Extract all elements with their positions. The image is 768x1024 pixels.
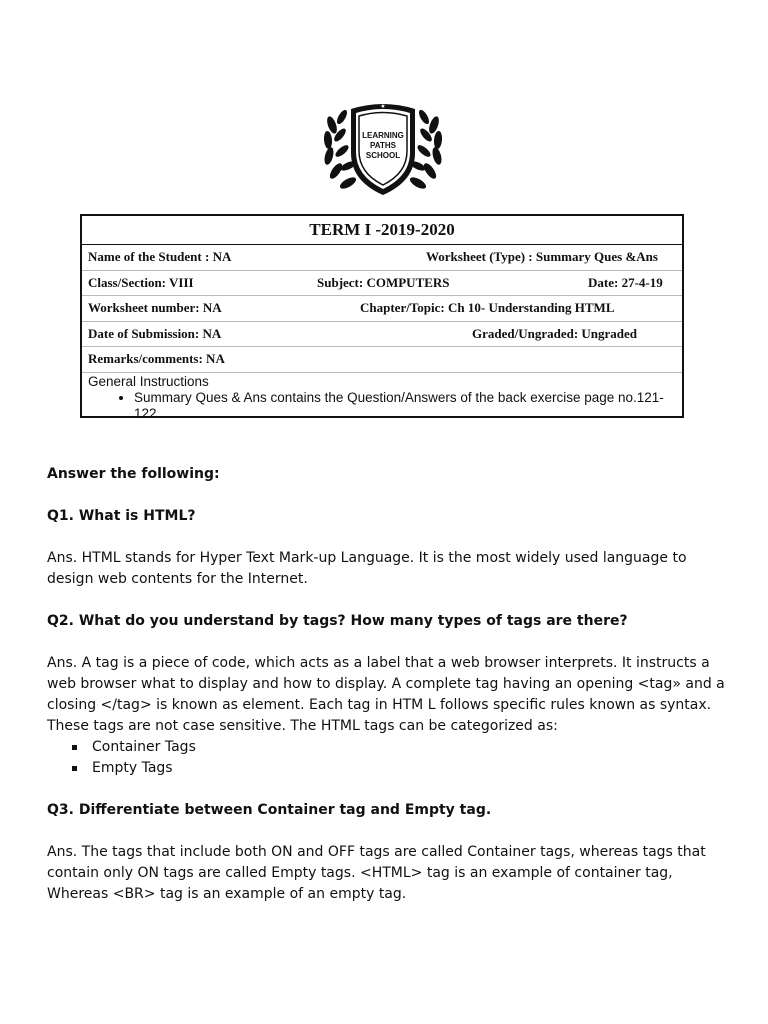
info-row-1 <box>82 245 682 271</box>
logo-text-line3: SCHOOL <box>365 151 401 160</box>
date-of-submission: Date of Submission: NA <box>88 325 222 341</box>
info-row-4 <box>82 322 682 348</box>
worksheet-number: Worksheet number: NA <box>88 300 222 315</box>
answer-2: Ans. A tag is a piece of code, which acts as a label that a web browser interprets. It instructs a web browser what to display and how to display. A complete tag having an opening <tag» and a closing </tag> is known as element. Each tag in HTM L follows specific rules known as syntax. <box>47 655 725 713</box>
general-instructions-list <box>88 390 676 422</box>
general-instructions <box>82 373 682 422</box>
section-heading: Answer the following: <box>47 466 220 482</box>
svg-text:★: ★ <box>380 103 386 110</box>
info-row-5 <box>82 347 682 373</box>
answer-3: Ans. The tags that include both ON and OFF tags are called Container tags, whereas tags that contain only ON tags are called Empty tags. <HTML> tag is an example of container tag, Whereas <BR> tag is an example of an empty tag. <box>47 844 706 902</box>
graded-status: Graded/Ungraded: Ungraded <box>472 325 638 341</box>
general-instructions-title: General Instructions <box>88 373 209 389</box>
term-title: TERM I -2019-2020 <box>82 216 682 245</box>
worksheet-header-table <box>80 214 684 421</box>
school-logo <box>318 95 448 200</box>
student-name: Name of the Student : NA <box>88 249 232 264</box>
chapter-topic: Chapter/Topic: Ch 10- Understanding HTML <box>360 300 615 315</box>
info-row-2 <box>82 271 682 297</box>
logo-text-line1: LEARNING <box>362 131 404 140</box>
tag-type-item: Empty Tags <box>92 758 737 779</box>
logo-text-line2: PATHS <box>370 141 396 150</box>
remarks: Remarks/comments: NA <box>88 351 225 366</box>
info-row-3 <box>82 296 682 322</box>
worksheet-type: Worksheet (Type) : Summary Ques &Ans <box>426 249 658 264</box>
answer-1: Ans. HTML stands for Hyper Text Mark-up Language. It is the most widely used language to design web contents for the Internet. <box>47 550 687 587</box>
question-2: Q2. What do you understand by tags? How many types of tags are there? <box>47 613 628 629</box>
question-1: Q1. What is HTML? <box>47 508 196 524</box>
class-section: Class/Section: VIII <box>88 274 194 290</box>
tag-type-item: Container Tags <box>92 737 737 758</box>
tag-types-list <box>47 737 737 779</box>
answer-2-line2: These tags are not case sensitive. The HTML tags can be categorized as: <box>47 718 558 734</box>
subject: Subject: COMPUTERS <box>317 274 450 290</box>
date: Date: 27-4-19 <box>588 274 663 290</box>
worksheet-content <box>47 464 737 905</box>
general-instructions-item: • Summary Ques & Ans contains the Question/Answers of the back exercise page no.121-122 <box>134 390 676 422</box>
question-3: Q3. Differentiate between Container tag and Empty tag. <box>47 802 492 818</box>
